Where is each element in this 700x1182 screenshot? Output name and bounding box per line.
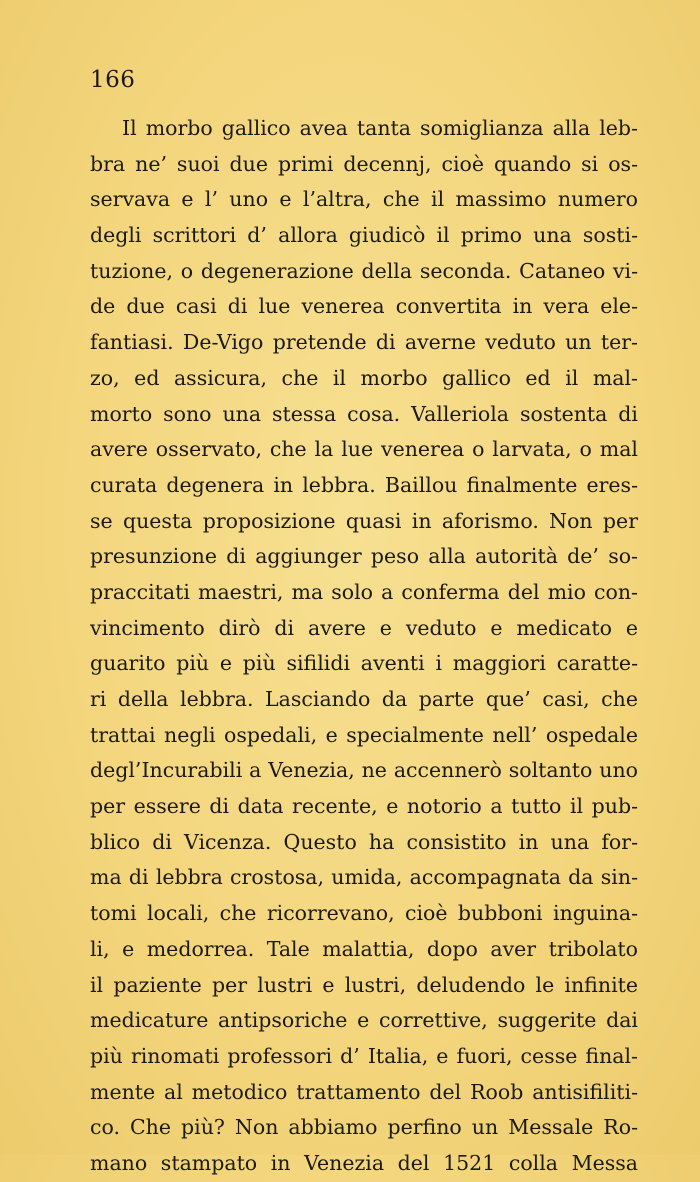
text-line: presunzione di aggiunger peso alla autorità de’ so- <box>90 544 638 569</box>
text-line: mano stampato in Venezia del 1521 colla Messa <box>90 1150 638 1175</box>
text-line: co. Che più? Non abbiamo perfino un Messale Ro- <box>90 1115 638 1140</box>
text-line: tuzione, o degenerazione della seconda. Cataneo vi- <box>90 258 638 283</box>
text-line: il paziente per lustri e lustri, deludendo le infinite <box>90 972 638 997</box>
text-line: tomi locali, che ricorrevano, cioè bubboni inguina- <box>90 901 638 926</box>
text-line: mente al metodico trattamento del Roob antisifiliti- <box>90 1079 638 1104</box>
text-line: medicature antipsoriche e correttive, suggerite dai <box>90 1008 638 1033</box>
text-line: se questa proposizione quasi in aforismo. Non per <box>90 508 638 533</box>
text-line: guarito più e più sifilidi aventi i maggiori caratte- <box>90 651 638 676</box>
page-number: 166 <box>90 67 136 93</box>
text-line: degli scrittori d’ allora giudicò il primo una sosti- <box>90 223 638 248</box>
text-line: praccitati maestri, ma solo a conferma del mio con- <box>90 579 638 604</box>
text-line: zo, ed assicura, che il morbo gallico ed il mal- <box>90 365 638 390</box>
text-line: bra ne’ suoi due primi decennj, cioè quando si os- <box>90 151 638 176</box>
text-line: servava e l’ uno e l’altra, che il massimo numero <box>90 187 638 212</box>
text-line: avere osservato, che la lue venerea o larvata, o mal <box>90 437 638 462</box>
text-line: trattai negli ospedali, e specialmente nell’ ospedale <box>90 722 638 747</box>
text-line: per essere di data recente, e notorio a tutto il pub- <box>90 794 638 819</box>
text-line: li, e medorrea. Tale malattia, dopo aver tribolato <box>90 936 638 961</box>
text-line: fantiasi. De-Vigo pretende di averne veduto un ter- <box>90 330 638 355</box>
text-line: curata degenera in lebbra. Baillou finalmente eres- <box>90 472 638 497</box>
text-line: vincimento dirò di avere e veduto e medicato e <box>90 615 638 640</box>
text-line: morto sono una stessa cosa. Valleriola sostenta di <box>90 401 638 426</box>
text-line: de due casi di lue venerea convertita in vera ele- <box>90 294 638 319</box>
text-line: ma di lebbra crostosa, umida, accompagnata da sin- <box>90 865 638 890</box>
text-line: Il morbo gallico avea tanta somiglianza alla leb- <box>122 116 638 140</box>
body-text <box>90 111 638 1182</box>
text-line: più rinomati professori d’ Italia, e fuori, cesse final- <box>90 1043 638 1068</box>
text-line: blico di Vicenza. Questo ha consistito in una for- <box>90 829 638 854</box>
text-line: ri della lebbra. Lasciando da parte que’ casi, che <box>90 687 638 711</box>
text-line: degl’Incurabili a Venezia, ne accennerò soltanto uno <box>90 758 638 783</box>
